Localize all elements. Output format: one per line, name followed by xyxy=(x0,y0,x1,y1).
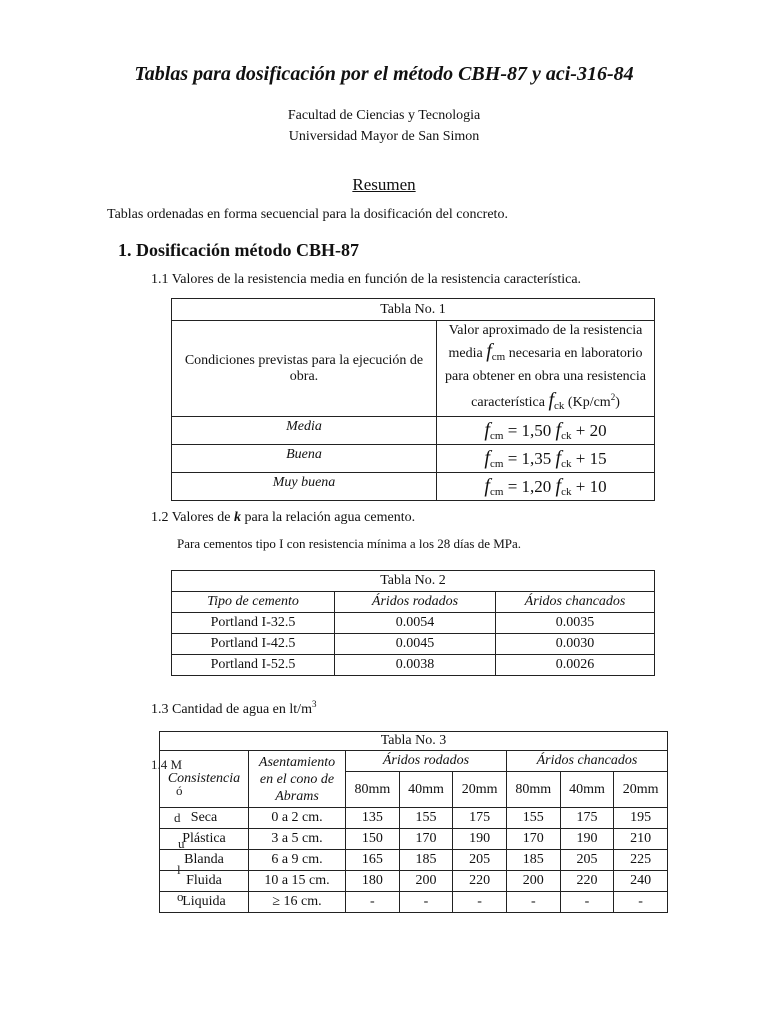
condition-cell: Buena xyxy=(172,445,437,473)
table-cell: 190 xyxy=(560,829,614,850)
table-cell: Plástica xyxy=(160,829,249,850)
size-header: 80mm xyxy=(346,772,400,808)
table-1-caption: Tabla No. 1 xyxy=(172,299,655,321)
table-3-asentamiento-header: Asentamiento en el cono de Abrams xyxy=(249,751,346,808)
cm-subscript: cm xyxy=(489,458,504,470)
table-row xyxy=(160,829,668,850)
col2-close: ) xyxy=(615,395,620,410)
table-3-rodados-header: Áridos rodados xyxy=(346,751,507,772)
ck-subscript: ck xyxy=(561,486,572,498)
table-cell: - xyxy=(346,892,400,913)
cement-note: Para cementos tipo I con resistencia mínima a los 28 días de MPa. xyxy=(177,536,522,551)
table-cell: 10 a 15 cm. xyxy=(249,871,346,892)
table-cell: 6 a 9 cm. xyxy=(249,850,346,871)
table-cell: 0 a 2 cm. xyxy=(249,808,346,829)
document-title: Tablas para dosificación por el método CBH-87 y aci-316-84 xyxy=(134,63,634,85)
table-row xyxy=(172,417,655,445)
f-symbol: f xyxy=(484,475,490,497)
resumen-heading: Resumen xyxy=(352,175,416,194)
table-cell: 165 xyxy=(346,850,400,871)
condition-cell: Media xyxy=(172,417,437,445)
f-symbol: f xyxy=(484,447,490,469)
table-row xyxy=(172,473,655,501)
col2-line3: para obtener en obra una resistencia xyxy=(445,369,646,384)
table-cell: - xyxy=(453,892,507,913)
s13-superscript: 3 xyxy=(311,699,317,709)
ck-subscript: ck xyxy=(554,400,565,412)
table-cell: 0.0038 xyxy=(335,655,496,676)
table-cell: 195 xyxy=(614,808,668,829)
table-cell: 205 xyxy=(453,850,507,871)
table-cell: - xyxy=(506,892,560,913)
table-cell: 200 xyxy=(506,871,560,892)
table-cell: 205 xyxy=(560,850,614,871)
table-cell: ≥ 16 cm. xyxy=(249,892,346,913)
table-cell: - xyxy=(614,892,668,913)
f-symbol: f xyxy=(555,475,562,497)
table-cell: 0.0026 xyxy=(496,655,655,676)
size-header: 40mm xyxy=(560,772,614,808)
table-cell: - xyxy=(399,892,453,913)
table-cell: 240 xyxy=(614,871,668,892)
formula-plus: + 15 xyxy=(571,449,607,468)
table-3 xyxy=(159,731,668,913)
formula-cell xyxy=(437,417,655,445)
table-1-col1-header: Condiciones previstas para la ejecución de obra. xyxy=(172,321,437,417)
table-row xyxy=(172,613,655,634)
col2-caract: característica xyxy=(471,395,549,410)
overlap-fragment: ó xyxy=(176,783,183,798)
table-3-consistencia-header: Consistencia xyxy=(160,751,249,808)
table-cell: Fluida xyxy=(160,871,249,892)
subsection-1-2 xyxy=(151,510,415,526)
size-header: 20mm xyxy=(614,772,668,808)
table-1 xyxy=(171,298,655,501)
table-cell: 170 xyxy=(506,829,560,850)
overlap-fragment: l xyxy=(177,862,181,877)
size-header: 40mm xyxy=(399,772,453,808)
table-cell: 185 xyxy=(399,850,453,871)
table-cell: 220 xyxy=(560,871,614,892)
formula-cell xyxy=(437,473,655,501)
table-2-header: Áridos chancados xyxy=(496,592,655,613)
table-cell: 150 xyxy=(346,829,400,850)
table-row xyxy=(160,871,668,892)
table-2-header: Tipo de cemento xyxy=(172,592,335,613)
table-cell: 175 xyxy=(453,808,507,829)
cm-subscript: cm xyxy=(489,430,504,442)
cm-subscript: cm xyxy=(489,486,504,498)
table-cell: 175 xyxy=(560,808,614,829)
s13-text: 1.3 Cantidad de agua en lt/m xyxy=(151,702,312,717)
table-cell: 135 xyxy=(346,808,400,829)
table-cell: 210 xyxy=(614,829,668,850)
subsection-1-1: 1.1 Valores de la resistencia media en función de la resistencia característica. xyxy=(151,272,582,287)
formula-plus: + 20 xyxy=(571,421,607,440)
formula-factor: = 1,35 xyxy=(503,449,556,468)
table-cell: 190 xyxy=(453,829,507,850)
table-cell: 0.0035 xyxy=(496,613,655,634)
table-cell: Blanda xyxy=(160,850,249,871)
condition-cell: Muy buena xyxy=(172,473,437,501)
col2-rest1: necesaria en laboratorio xyxy=(505,346,643,361)
f-symbol: f xyxy=(555,419,562,441)
table-row xyxy=(160,850,668,871)
table-3-chancados-header: Áridos chancados xyxy=(506,751,667,772)
f-symbol: f xyxy=(486,340,492,362)
ck-subscript: ck xyxy=(561,430,572,442)
resumen-text: Tablas ordenadas en forma secuencial para la dosificación del concreto. xyxy=(107,207,508,222)
table-row xyxy=(172,634,655,655)
table-cell: - xyxy=(560,892,614,913)
col2-media: media xyxy=(448,346,487,361)
s12-pre: 1.2 Valores de xyxy=(151,510,234,525)
overlap-fragment: 1.4 M xyxy=(151,757,183,772)
university-line: Universidad Mayor de San Simon xyxy=(288,129,480,144)
formula-cell xyxy=(437,445,655,473)
cm-subscript: cm xyxy=(491,351,506,363)
table-cell: 220 xyxy=(453,871,507,892)
subsection-1-3 xyxy=(151,699,316,718)
unit-superscript: 2 xyxy=(610,392,616,402)
table-2-caption: Tabla No. 2 xyxy=(172,571,655,592)
table-3-caption: Tabla No. 3 xyxy=(160,732,668,751)
ck-subscript: ck xyxy=(561,458,572,470)
table-cell: 0.0054 xyxy=(335,613,496,634)
table-cell: 185 xyxy=(506,850,560,871)
table-cell: Seca xyxy=(160,808,249,829)
table-cell: 3 a 5 cm. xyxy=(249,829,346,850)
table-cell: Liquida xyxy=(160,892,249,913)
table-cell: 155 xyxy=(399,808,453,829)
faculty-line: Facultad de Ciencias y Tecnologia xyxy=(287,108,481,123)
f-symbol: f xyxy=(555,447,562,469)
size-header: 80mm xyxy=(506,772,560,808)
formula-plus: + 10 xyxy=(571,477,607,496)
table-cell: 180 xyxy=(346,871,400,892)
table-1-col2-header xyxy=(437,321,655,417)
table-cell: 155 xyxy=(506,808,560,829)
table-cell: Portland I-52.5 xyxy=(172,655,335,676)
overlap-fragment: o xyxy=(177,889,184,904)
overlap-fragment: d xyxy=(174,810,181,825)
table-cell: Portland I-42.5 xyxy=(172,634,335,655)
table-row xyxy=(160,808,668,829)
formula-factor: = 1,20 xyxy=(503,477,556,496)
table-cell: 170 xyxy=(399,829,453,850)
table-2-header: Áridos rodados xyxy=(335,592,496,613)
f-symbol: f xyxy=(548,389,555,411)
table-row xyxy=(172,445,655,473)
col2-line1: Valor aproximado de la resistencia xyxy=(448,323,643,338)
table-2 xyxy=(171,570,655,676)
section-1-heading: 1. Dosificación método CBH-87 xyxy=(118,240,359,260)
overlap-fragment: u xyxy=(178,836,185,851)
f-symbol: f xyxy=(484,419,490,441)
size-header: 20mm xyxy=(453,772,507,808)
table-cell: 200 xyxy=(399,871,453,892)
table-row xyxy=(172,655,655,676)
table-cell: 0.0045 xyxy=(335,634,496,655)
formula-factor: = 1,50 xyxy=(503,421,556,440)
table-cell: 225 xyxy=(614,850,668,871)
table-cell: 0.0030 xyxy=(496,634,655,655)
k-symbol: k xyxy=(233,510,241,525)
table-row xyxy=(160,892,668,913)
table-cell: Portland I-32.5 xyxy=(172,613,335,634)
col2-unit: (Kp/cm xyxy=(564,395,611,410)
s12-post: para la relación agua cemento. xyxy=(240,510,416,525)
